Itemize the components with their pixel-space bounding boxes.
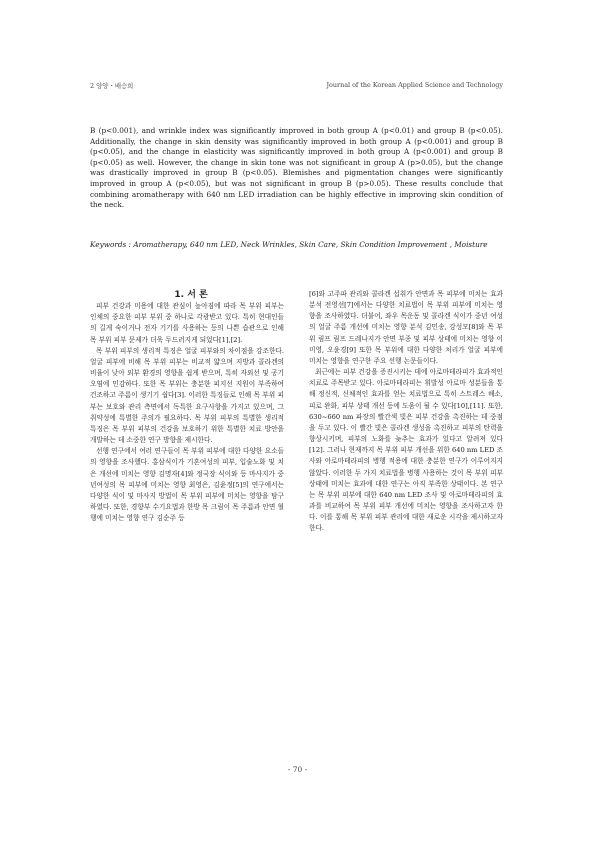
abstract-text: B (p<0.001), and wrinkle index was significantly improved in both group A (p<0.01) and group B (p<0.05). Additionally, the change in skin density was significantly improved in both group A (p<0.001) and group B (p<0.05), and the change in elasticity was significantly improved in both group A (p<0.001) and group B (p<0.05) as well. However, the change in skin tone was not significant in group A (p>0.05), but the change was drastically improved in group B (p<0.05). Blemishes and pigmentation changes were significantly improved in group A (p<0.05), but was not significant in group B (p>0.05). These results conclude that combining aromatherapy with 640 nm LED irradiation can be highly effective in improving skin condition of the neck. [90,126,503,210]
right-paragraph-2: 최근에는 피부 건강을 증진시키는 데에 아로마테라피가 효과적인 치료로 주목받고 있다. 아로마테라피는 휘발성 아로마 성분들을 통해 정신적, 신체적인 효과를 얻는 치료법으로 특히 스트레스 해소, 피로 완화, 피부 상태 개선 등에 도움이 될 수 있다[10],[11]. 또한, 630~660 nm 파장의 빨간색 빛은 피부 건강을 촉진하는 데 중점을 두고 있다. 이 빨간 빛은 콜라겐 생성을 촉진하고 피부의 탄력을 향상시키며, 피부의 노화를 늦추는 효과가 있다고 알려져 있다[12]. 그러나 현재까지 목 부위 피부 개선을 위한 640 nm LED 조사와 아로마테라피의 병행 적용에 대한 충분한 연구가 이루어지지 않았다. 이러한 두 가지 치료법을 병행 사용하는 것이 목 부위 피부 상태에 미치는 효과에 대한 연구는 아직 부족한 상태이다. 본 연구는 목 부위 피부에 대한 640 nm LED 조사 및 아로마테라피의 효과를 비교하여 목 부위 피부 개선에 미치는 영향을 조사하고자 한다. 이를 통해 목 부위 피부 관리에 대한 새로운 시각을 제시하고자 한다. [309,368,503,533]
keywords-text: Aromatherapy, 640 nm LED, Neck Wrinkles, Skin Care, Skin Condition Improvement , Moisture [133,240,488,249]
page-number: - 70 - [287,765,308,774]
keywords-label: Keywords : [90,240,132,249]
left-paragraph-1: 피부 건강과 미용에 대한 관심이 높아짐에 따라 목 부위 피부는 인체의 중요한 피부 부위 중 하나로 각광받고 있다. 특히 현대인들의 길게 숙이거나 전자 기기를 사용하는 등의 나쁜 습관으로 인해 목 부위 피부 문제가 더욱 두드러지게 되었다[1],[2]. [90,302,284,344]
section-title: 1. 서 론 [174,290,208,300]
header-author: 2 양양・배승희 [90,82,134,90]
keywords [90,240,503,250]
right-column [309,289,503,534]
left-column [90,290,284,524]
header-journal: Journal of the Korean Applied Science and Technology [326,81,503,89]
running-header [90,81,503,93]
right-paragraph-1: [6]와 고주파 관리와 콜라겐 섭취가 안면과 목 피부에 미치는 효과 분석 전영선[7]에서는 다양한 치료법이 목 부위 피부에 미치는 영향을 조사하였다. 더불어, 좌우 목운동 및 콜라겐 식이가 중년 여성의 얼굴 주름 개선에 미치는 영향 분석 김민송, 강성모[8]와 목 부위 림프 림프 드레나지가 안면 부종 및 피부 상태에 미치는 영향 이미영, 오윤경[9] 또한 목 부위에 대한 다양한 처리가 얼굴 피부에 미치는 영향을 연구한 주요 선행 논문들이다. [309,290,503,365]
left-paragraph-3: 선행 연구에서 여러 연구들이 목 부위 피부에 대한 다양한 요소들의 영향을 조사했다. 홍삼식이가 기혼여성의 피부, 입술노화 및 치은 개선에 미치는 영향 김명자[4]와 정국장 식이와 등 마사지가 중년여성의 목 피부에 미치는 영향 최영은, 김윤정[5]의 연구에서는 다양한 식이 및 마사지 방법이 목 부위 피부에 미치는 영향을 탐구하였다. 또한, 경향부 수기요법과 한방 목 크림이 목 주름과 안면 혈행에 미치는 영향 연구 김순주 등 [90,447,284,523]
left-paragraph-2: 목 부위 피부의 생리적 특징은 얼굴 피부와의 차이점을 강조한다. 얼굴 피부에 비해 목 부위 피부는 비교적 얇으며 지방과 콜라겐의 비율이 낮아 외부 환경의 영향을 쉽게 받으며, 특히 자외선 및 공기 오염에 민감하다. 또한 목 부위는 충분한 피지선 지원이 부족하여 건조하고 주름이 생기기 쉽다[3]. 이러한 특징들로 인해 목 부위 피부는 보호와 관리 측면에서 독특한 요구사항을 가지고 있으며, 그 취약성에 특별한 주의가 필요하다. 목 부위 피부의 특별한 생리적 특징은 목 부위 피부의 건강을 보호하기 위한 특별한 치료 방안을 개발하는 데 소중한 연구 방향을 제시한다. [90,346,284,445]
